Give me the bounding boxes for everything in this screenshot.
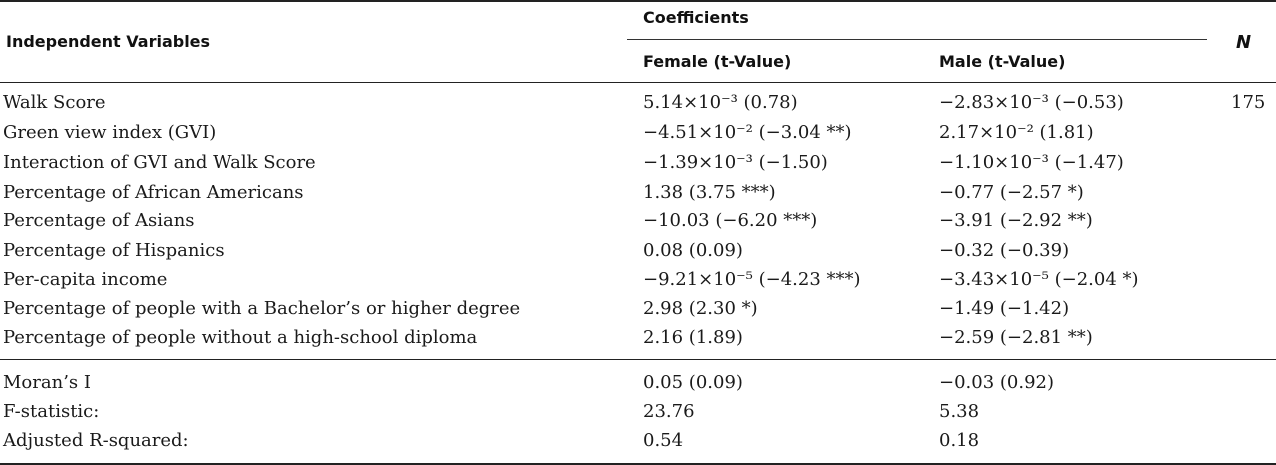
female-stat: 0.05 (0.09) (643, 372, 743, 393)
table-row (0, 296, 1276, 322)
male-value: −2.83×10⁻³ (−0.53) (939, 92, 1124, 113)
female-value: 1.38 (3.75 ***) (643, 182, 776, 203)
male-value: 2.17×10⁻² (1.81) (939, 122, 1094, 143)
table-row (0, 90, 1276, 116)
male-stat: 5.38 (939, 401, 980, 422)
table-top-rule (0, 0, 1276, 2)
row-label: Percentage of people with a Bachelor’s or higher degree (3, 298, 521, 319)
row-label: Interaction of GVI and Walk Score (3, 152, 316, 173)
female-value: −4.51×10⁻² (−3.04 **) (643, 122, 852, 143)
stats-row (0, 428, 1276, 454)
table-row (0, 238, 1276, 264)
row-label: Percentage of Asians (3, 210, 195, 231)
male-stat: 0.18 (939, 430, 980, 451)
table-row (0, 208, 1276, 234)
table-row (0, 150, 1276, 176)
body-rule (0, 359, 1276, 360)
female-value: −1.39×10⁻³ (−1.50) (643, 152, 828, 173)
table-row (0, 267, 1276, 293)
male-value: −0.32 (−0.39) (939, 240, 1070, 261)
stat-label: Adjusted R-squared: (3, 430, 189, 451)
male-value: −3.43×10⁻⁵ (−2.04 *) (939, 269, 1139, 290)
row-label: Per-capita income (3, 269, 168, 290)
stat-label: F-statistic: (3, 401, 100, 422)
female-stat: 0.54 (643, 430, 684, 451)
female-value: −10.03 (−6.20 ***) (643, 210, 818, 231)
male-value: −1.10×10⁻³ (−1.47) (939, 152, 1124, 173)
row-label: Percentage of people without a high-school diploma (3, 327, 478, 348)
header-coefficients: Coefficients (643, 8, 749, 27)
female-value: −9.21×10⁻⁵ (−4.23 ***) (643, 269, 861, 290)
row-label: Percentage of African Americans (3, 182, 304, 203)
male-value: −1.49 (−1.42) (939, 298, 1070, 319)
male-value: −0.77 (−2.57 *) (939, 182, 1084, 203)
table-row (0, 120, 1276, 146)
female-value: 2.98 (2.30 *) (643, 298, 758, 319)
female-stat: 23.76 (643, 401, 695, 422)
male-value: −2.59 (−2.81 **) (939, 327, 1093, 348)
n-value: 175 (1231, 92, 1266, 113)
stats-row (0, 370, 1276, 396)
row-label: Walk Score (3, 92, 106, 113)
row-label: Green view index (GVI) (3, 122, 217, 143)
female-value: 0.08 (0.09) (643, 240, 743, 261)
header-male: Male (t-Value) (939, 52, 1066, 71)
stat-label: Moran’s I (3, 372, 91, 393)
female-value: 2.16 (1.89) (643, 327, 743, 348)
header-rule (0, 82, 1276, 83)
male-stat: −0.03 (0.92) (939, 372, 1055, 393)
header-independent-variables: Independent Variables (6, 32, 211, 51)
header-female: Female (t-Value) (643, 52, 792, 71)
row-label: Percentage of Hispanics (3, 240, 225, 261)
male-value: −3.91 (−2.92 **) (939, 210, 1093, 231)
stats-row (0, 399, 1276, 425)
female-value: 5.14×10⁻³ (0.78) (643, 92, 798, 113)
table-row (0, 325, 1276, 351)
header-n: N (1236, 32, 1252, 53)
coefficients-underline (627, 39, 1207, 40)
table-row (0, 180, 1276, 206)
